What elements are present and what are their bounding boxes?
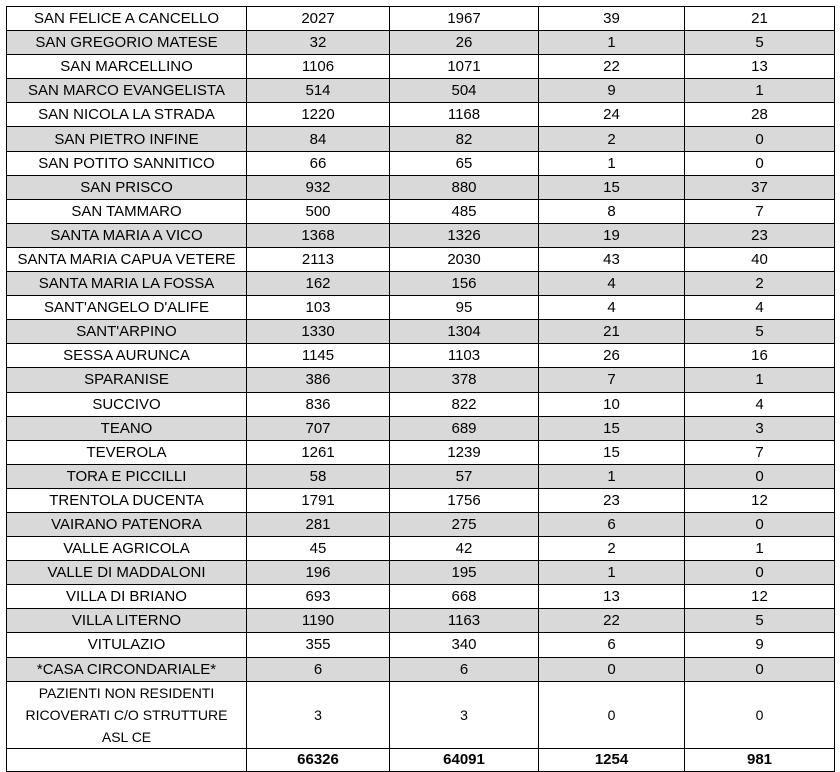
municipality-cell: TEVEROLA — [7, 440, 247, 464]
municipality-cell: TORA E PICCILLI — [7, 464, 247, 488]
value-cell-4: 1 — [685, 537, 835, 561]
value-cell-1: 1190 — [247, 609, 390, 633]
table-row — [7, 585, 835, 609]
municipality-cell: SUCCIVO — [7, 392, 247, 416]
value-cell-4: 3 — [685, 416, 835, 440]
table-row — [7, 488, 835, 512]
value-cell-1: 6 — [247, 657, 390, 681]
table-row — [7, 561, 835, 585]
value-cell-4: 4 — [685, 392, 835, 416]
municipality-cell: TEANO — [7, 416, 247, 440]
municipality-cell: SAN PRISCO — [7, 175, 247, 199]
municipality-cell: SAN FELICE A CANCELLO — [7, 7, 247, 31]
value-cell-1: 58 — [247, 464, 390, 488]
table-row — [7, 7, 835, 31]
value-cell-2: 57 — [390, 464, 539, 488]
value-cell-3: 15 — [539, 175, 685, 199]
municipality-cell: TRENTOLA DUCENTA — [7, 488, 247, 512]
value-cell-1: 836 — [247, 392, 390, 416]
municipality-cell: SANTA MARIA CAPUA VETERE — [7, 247, 247, 271]
value-cell-3: 1 — [539, 464, 685, 488]
value-cell-1: 1261 — [247, 440, 390, 464]
value-cell-3: 13 — [539, 585, 685, 609]
value-cell-4: 5 — [685, 609, 835, 633]
value-cell-3: 43 — [539, 247, 685, 271]
value-cell-2: 3 — [390, 681, 539, 748]
value-cell-1: 1220 — [247, 103, 390, 127]
value-cell-2: 340 — [390, 633, 539, 657]
table-row — [7, 657, 835, 681]
municipality-cell: SAN TAMMARO — [7, 199, 247, 223]
value-cell-4: 21 — [685, 7, 835, 31]
value-cell-3: 8 — [539, 199, 685, 223]
table-row — [7, 344, 835, 368]
value-cell-3: 6 — [539, 512, 685, 536]
value-cell-2: 2030 — [390, 247, 539, 271]
value-cell-4: 4 — [685, 296, 835, 320]
value-cell-2: 26 — [390, 31, 539, 55]
municipality-cell: VALLE DI MADDALONI — [7, 561, 247, 585]
value-cell-3: 1254 — [539, 748, 685, 771]
value-cell-2: 485 — [390, 199, 539, 223]
table-row-non-residents — [7, 681, 835, 748]
value-cell-2: 65 — [390, 151, 539, 175]
municipality-cell: VALLE AGRICOLA — [7, 537, 247, 561]
table-row — [7, 127, 835, 151]
table-row — [7, 103, 835, 127]
value-cell-4: 28 — [685, 103, 835, 127]
value-cell-2: 504 — [390, 79, 539, 103]
value-cell-2: 880 — [390, 175, 539, 199]
table-row — [7, 392, 835, 416]
municipality-cell: SANTA MARIA LA FOSSA — [7, 272, 247, 296]
value-cell-2: 95 — [390, 296, 539, 320]
municipality-cell: VAIRANO PATENORA — [7, 512, 247, 536]
municipality-cell: SAN MARCELLINO — [7, 55, 247, 79]
value-cell-4: 1 — [685, 368, 835, 392]
value-cell-4: 13 — [685, 55, 835, 79]
table-row — [7, 247, 835, 271]
value-cell-4: 1 — [685, 79, 835, 103]
municipality-cell: SANT'ARPINO — [7, 320, 247, 344]
value-cell-1: 1145 — [247, 344, 390, 368]
value-cell-3: 0 — [539, 657, 685, 681]
table-row — [7, 175, 835, 199]
value-cell-1: 3 — [247, 681, 390, 748]
value-cell-1: 66 — [247, 151, 390, 175]
value-cell-4: 23 — [685, 223, 835, 247]
value-cell-1: 32 — [247, 31, 390, 55]
value-cell-3: 2 — [539, 537, 685, 561]
value-cell-4: 7 — [685, 440, 835, 464]
value-cell-3: 21 — [539, 320, 685, 344]
value-cell-2: 1967 — [390, 7, 539, 31]
municipality-cell: SANT'ANGELO D'ALIFE — [7, 296, 247, 320]
value-cell-3: 4 — [539, 272, 685, 296]
value-cell-2: 1326 — [390, 223, 539, 247]
table-row — [7, 296, 835, 320]
table-row — [7, 31, 835, 55]
municipality-cell: VITULAZIO — [7, 633, 247, 657]
value-cell-2: 1756 — [390, 488, 539, 512]
value-cell-2: 1071 — [390, 55, 539, 79]
table-row — [7, 633, 835, 657]
value-cell-3: 24 — [539, 103, 685, 127]
value-cell-1: 103 — [247, 296, 390, 320]
value-cell-4: 7 — [685, 199, 835, 223]
value-cell-4: 5 — [685, 320, 835, 344]
municipality-cell: SAN NICOLA LA STRADA — [7, 103, 247, 127]
value-cell-2: 1304 — [390, 320, 539, 344]
value-cell-1: 2113 — [247, 247, 390, 271]
value-cell-1: 386 — [247, 368, 390, 392]
value-cell-3: 26 — [539, 344, 685, 368]
table-row — [7, 320, 835, 344]
value-cell-3: 23 — [539, 488, 685, 512]
value-cell-2: 42 — [390, 537, 539, 561]
value-cell-2: 156 — [390, 272, 539, 296]
value-cell-1: 1368 — [247, 223, 390, 247]
value-cell-3: 1 — [539, 151, 685, 175]
value-cell-4: 2 — [685, 272, 835, 296]
value-cell-3: 39 — [539, 7, 685, 31]
value-cell-1: 1791 — [247, 488, 390, 512]
municipality-cell: SAN MARCO EVANGELISTA — [7, 79, 247, 103]
value-cell-1: 84 — [247, 127, 390, 151]
table-row — [7, 416, 835, 440]
municipality-cell: VILLA LITERNO — [7, 609, 247, 633]
municipality-cell: SAN GREGORIO MATESE — [7, 31, 247, 55]
table-row — [7, 223, 835, 247]
value-cell-1: 514 — [247, 79, 390, 103]
value-cell-2: 64091 — [390, 748, 539, 771]
value-cell-1: 932 — [247, 175, 390, 199]
value-cell-4: 0 — [685, 512, 835, 536]
table-row-totals — [7, 748, 835, 771]
table-row — [7, 79, 835, 103]
value-cell-2: 1163 — [390, 609, 539, 633]
value-cell-4: 0 — [685, 561, 835, 585]
table-row — [7, 55, 835, 79]
value-cell-4: 0 — [685, 464, 835, 488]
municipality-cell: SANTA MARIA A VICO — [7, 223, 247, 247]
value-cell-3: 22 — [539, 55, 685, 79]
value-cell-1: 1330 — [247, 320, 390, 344]
table-row — [7, 440, 835, 464]
value-cell-4: 0 — [685, 151, 835, 175]
value-cell-4: 37 — [685, 175, 835, 199]
value-cell-3: 4 — [539, 296, 685, 320]
value-cell-4: 981 — [685, 748, 835, 771]
value-cell-1: 162 — [247, 272, 390, 296]
value-cell-3: 10 — [539, 392, 685, 416]
municipality-cell: *CASA CIRCONDARIALE* — [7, 657, 247, 681]
value-cell-1: 707 — [247, 416, 390, 440]
value-cell-2: 6 — [390, 657, 539, 681]
value-cell-3: 15 — [539, 416, 685, 440]
table-row — [7, 464, 835, 488]
table-row — [7, 609, 835, 633]
value-cell-1: 355 — [247, 633, 390, 657]
value-cell-3: 1 — [539, 31, 685, 55]
value-cell-3: 1 — [539, 561, 685, 585]
value-cell-4: 12 — [685, 585, 835, 609]
value-cell-2: 378 — [390, 368, 539, 392]
value-cell-2: 689 — [390, 416, 539, 440]
value-cell-1: 196 — [247, 561, 390, 585]
value-cell-1: 693 — [247, 585, 390, 609]
value-cell-3: 7 — [539, 368, 685, 392]
value-cell-1: 66326 — [247, 748, 390, 771]
value-cell-2: 1103 — [390, 344, 539, 368]
value-cell-2: 82 — [390, 127, 539, 151]
value-cell-3: 2 — [539, 127, 685, 151]
table-row — [7, 368, 835, 392]
value-cell-2: 822 — [390, 392, 539, 416]
value-cell-3: 6 — [539, 633, 685, 657]
value-cell-2: 1239 — [390, 440, 539, 464]
table-row — [7, 199, 835, 223]
municipality-cell: SAN PIETRO INFINE — [7, 127, 247, 151]
value-cell-1: 1106 — [247, 55, 390, 79]
table-row — [7, 512, 835, 536]
municipality-cell: SAN POTITO SANNITICO — [7, 151, 247, 175]
municipality-cell: PAZIENTI NON RESIDENTI RICOVERATI C/O STRUTTURE ASL CE — [7, 681, 247, 748]
value-cell-4: 5 — [685, 31, 835, 55]
table-row — [7, 272, 835, 296]
value-cell-4: 9 — [685, 633, 835, 657]
value-cell-4: 40 — [685, 247, 835, 271]
value-cell-2: 1168 — [390, 103, 539, 127]
value-cell-1: 2027 — [247, 7, 390, 31]
value-cell-2: 195 — [390, 561, 539, 585]
value-cell-3: 22 — [539, 609, 685, 633]
value-cell-4: 12 — [685, 488, 835, 512]
value-cell-3: 9 — [539, 79, 685, 103]
municipality-cell: VILLA DI BRIANO — [7, 585, 247, 609]
value-cell-1: 500 — [247, 199, 390, 223]
municipality-cell: SESSA AURUNCA — [7, 344, 247, 368]
municipality-cell: SPARANISE — [7, 368, 247, 392]
municipality-cell — [7, 748, 247, 771]
value-cell-4: 16 — [685, 344, 835, 368]
value-cell-3: 19 — [539, 223, 685, 247]
value-cell-4: 0 — [685, 681, 835, 748]
value-cell-1: 281 — [247, 512, 390, 536]
value-cell-2: 275 — [390, 512, 539, 536]
table-row — [7, 151, 835, 175]
value-cell-1: 45 — [247, 537, 390, 561]
value-cell-2: 668 — [390, 585, 539, 609]
table-row — [7, 537, 835, 561]
value-cell-4: 0 — [685, 127, 835, 151]
value-cell-3: 15 — [539, 440, 685, 464]
value-cell-3: 0 — [539, 681, 685, 748]
data-table — [6, 6, 835, 772]
value-cell-4: 0 — [685, 657, 835, 681]
